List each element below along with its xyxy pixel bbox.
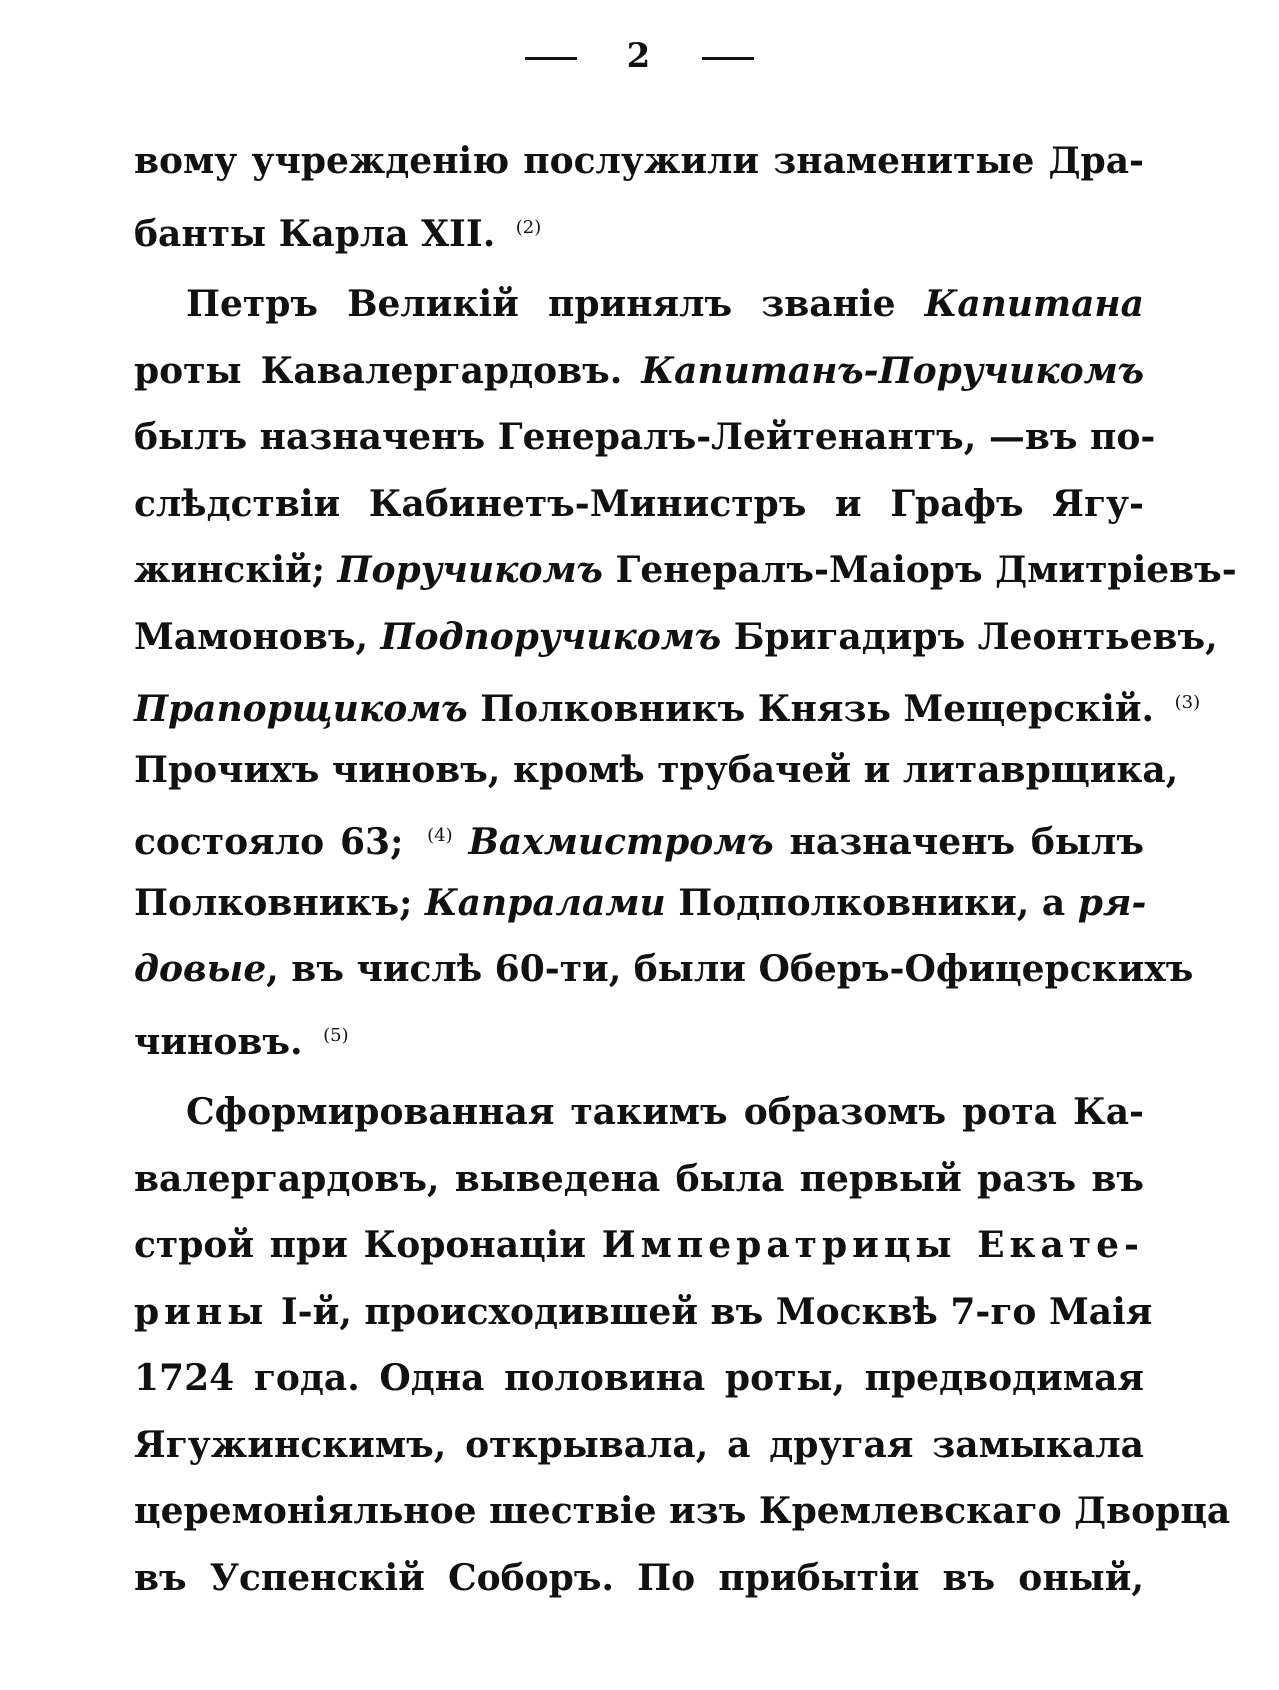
text-run: Сформированная такимъ образомъ рота Ка-: [186, 1091, 1144, 1133]
footnote-mark: (2): [515, 216, 542, 238]
text-run: роты Кавалергардовъ.: [134, 349, 642, 392]
text-line: [134, 737, 1179, 804]
text-line: [134, 803, 1144, 870]
text-line: [134, 195, 1144, 262]
text-run: Бригадиръ Леонтьевъ,: [721, 615, 1218, 658]
text-run: Полковникъ;: [134, 881, 425, 924]
text-run: Прочихъ чиновъ, кромѣ трубачей и литаврщика,: [134, 748, 1179, 791]
text-run: жинскій;: [134, 549, 338, 591]
text-run: валергардовъ, выведена была первый разъ въ: [134, 1157, 1144, 1200]
text-run: Мамоновъ,: [134, 615, 381, 658]
italic-term: Капитана: [924, 283, 1144, 325]
text-run: 1724 года. Одна половина роты, предводимая: [134, 1357, 1144, 1399]
footnote-mark: (4): [427, 825, 453, 846]
text-line: [134, 870, 1147, 937]
text-run: состояло 63;: [134, 821, 420, 863]
page-header: [0, 36, 1279, 76]
body-text: [134, 128, 1237, 1611]
text-run: въ Успенскій Соборъ. По прибытіи въ оный,: [134, 1556, 1144, 1599]
text-run: слѣдствіи Кабинетъ-Министръ и Графъ Ягу-: [134, 482, 1144, 525]
text-line: [134, 404, 1156, 471]
text-run: принялъ званіе: [518, 283, 925, 325]
text-line: [134, 1003, 1144, 1070]
text-line: [134, 604, 1218, 671]
header-dash-right: [702, 57, 754, 60]
text-run: назначенъ былъ: [773, 821, 1144, 863]
text-run: банты Карла XII.: [134, 212, 508, 255]
text-line: [134, 670, 1201, 737]
text-run: Генералъ-Маіоръ Дмитріевъ-: [602, 549, 1237, 591]
text-run: строй при Коронаціи: [134, 1224, 602, 1266]
text-run: церемоніяльное шествіе изъ Кремлевскаго Дворца: [134, 1490, 1231, 1532]
italic-term: довые: [134, 948, 267, 990]
text-line: [134, 271, 1144, 338]
text-line: [134, 936, 1194, 1003]
text-run: былъ назначенъ Генералъ-Лейтенантъ, —въ по-: [134, 416, 1156, 458]
text-line: [134, 1146, 1144, 1213]
text-run: вому учрежденію послужили знаменитые Дра-: [134, 140, 1144, 182]
text-run: [453, 821, 469, 863]
italic-term: Прапорщикомъ: [134, 688, 468, 730]
text-line: [134, 1279, 1153, 1346]
text-line: [134, 1478, 1231, 1545]
text-line: [134, 1212, 1144, 1279]
italic-term: Поручикомъ: [337, 549, 603, 591]
text-line: [134, 1545, 1144, 1612]
text-line: [134, 338, 1144, 405]
italic-term: Вахмистромъ: [468, 821, 774, 863]
text-line: [134, 1345, 1144, 1412]
text-run: чиновъ.: [134, 1020, 316, 1063]
spaced-text: рины: [134, 1290, 269, 1333]
italic-term: Капитанъ-Поручикомъ: [641, 349, 1144, 392]
text-run: Подполковники, а: [665, 881, 1078, 924]
italic-term: Капралами: [424, 881, 666, 924]
text-line: [134, 1079, 1144, 1146]
text-line: [134, 471, 1144, 538]
italic-term: Подпоручикомъ: [380, 615, 722, 658]
text-run: Петръ Великій: [186, 283, 519, 325]
footnote-mark: (3): [1174, 692, 1201, 713]
footnote-mark: (5): [323, 1024, 349, 1046]
text-run: Ягужинскимъ, открывала, а другая замыкала: [134, 1423, 1144, 1466]
italic-term: ря-: [1077, 881, 1147, 924]
text-line: [134, 128, 1144, 195]
page-number: 2: [626, 36, 653, 76]
text-line: [134, 1412, 1144, 1479]
text-run: , въ числѣ 60-ти, были Оберъ-Офицерскихъ: [266, 948, 1194, 990]
header-dash-left: [525, 57, 577, 60]
text-run: I-й, происходившей въ Москвѣ 7-го Маія: [268, 1290, 1153, 1333]
spaced-text: Императрицы Екате-: [601, 1224, 1144, 1266]
text-line: [134, 537, 1237, 604]
text-run: Полковникъ Князь Мещерскій.: [467, 688, 1167, 730]
